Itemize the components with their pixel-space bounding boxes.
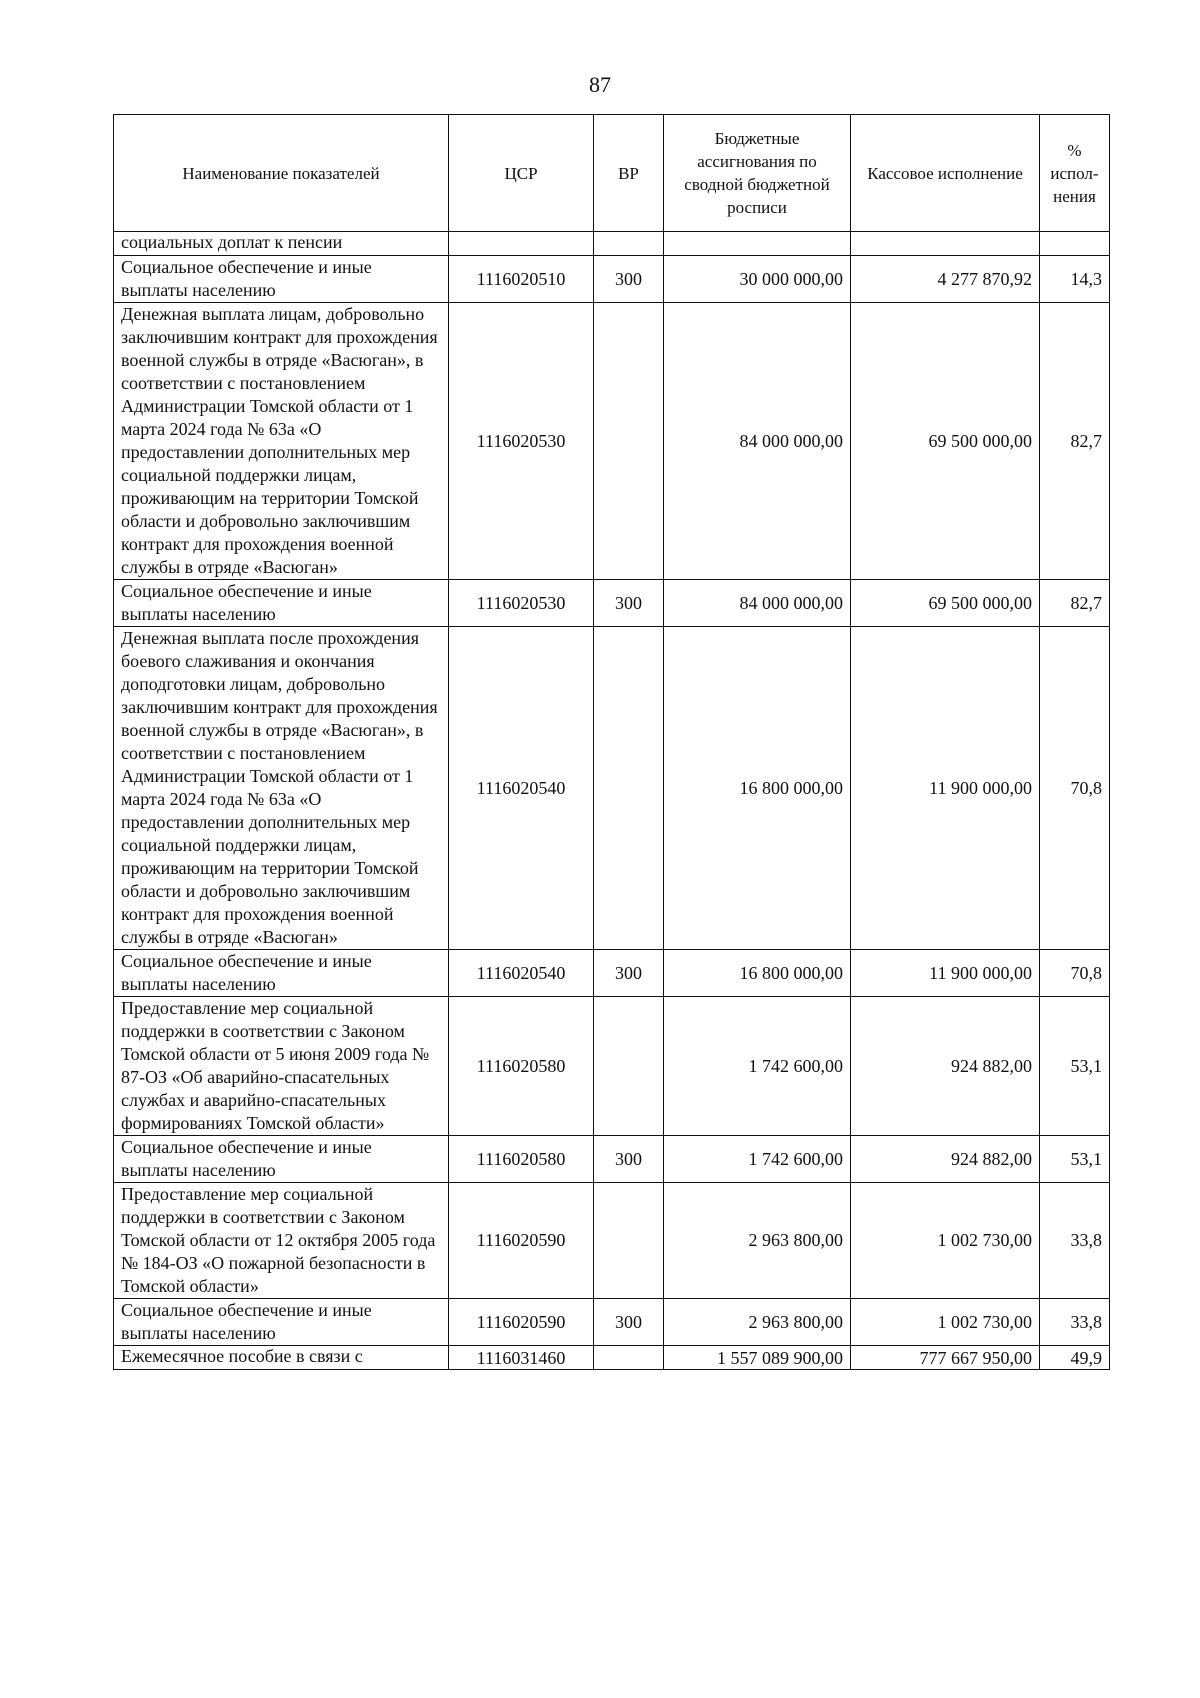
row-name: Социальное обеспечение и иные выплаты населению [114,1136,449,1183]
table-row [114,580,1110,627]
row-cash: 924 882,00 [851,997,1040,1136]
table-row [114,1136,1110,1183]
table-row [114,997,1110,1136]
row-csr: 1116020590 [449,1183,594,1299]
row-budget: 16 800 000,00 [664,627,851,950]
row-name: Денежная выплата лицам, добровольно заключившим контракт для прохождения военной службы в отряде «Васюган», в соответствии с постановлением Администрации Томской области от 1 марта 2024 года № 63а «О предоставлении дополнительных мер социальной поддержки лицам, проживающим на территории Томской области и добровольно заключившим контракт для прохождения военной службы в отряде «Васюган» [114,303,449,580]
row-name: Социальное обеспечение и иные выплаты населению [114,950,449,997]
row-cash: 4 277 870,92 [851,256,1040,303]
row-name: Предоставление мер социальной поддержки в соответствии с Законом Томской области от 12 октября 2005 года № 184-ОЗ «О пожарной безопасности в Томской области» [114,1183,449,1299]
table-row [114,1183,1110,1299]
row-percent: 49,9 [1040,1346,1110,1370]
row-percent: 53,1 [1040,997,1110,1136]
row-csr: 1116020580 [449,997,594,1136]
row-budget: 84 000 000,00 [664,580,851,627]
row-budget: 2 963 800,00 [664,1183,851,1299]
row-vr: 300 [594,580,664,627]
row-csr: 1116031460 [449,1346,594,1370]
row-percent: 33,8 [1040,1183,1110,1299]
row-budget: 16 800 000,00 [664,950,851,997]
row-budget: 84 000 000,00 [664,303,851,580]
row-percent [1040,232,1110,256]
row-vr: 300 [594,950,664,997]
page-number: 87 [589,72,611,97]
row-cash [851,232,1040,256]
row-vr: 300 [594,1299,664,1346]
header-percent: % испол-нения [1040,115,1110,232]
row-csr: 1116020530 [449,303,594,580]
row-budget [664,232,851,256]
table-row [114,627,1110,950]
row-percent: 53,1 [1040,1136,1110,1183]
row-csr: 1116020540 [449,627,594,950]
table-row [114,303,1110,580]
header-cash: Кассовое исполнение [851,115,1040,232]
row-percent: 70,8 [1040,627,1110,950]
table-header-row [114,115,1110,232]
row-percent: 14,3 [1040,256,1110,303]
row-name: социальных доплат к пенсии [114,232,449,256]
row-cash: 69 500 000,00 [851,303,1040,580]
table-row [114,950,1110,997]
row-csr: 1116020540 [449,950,594,997]
row-csr [449,232,594,256]
table-row [114,256,1110,303]
row-csr: 1116020580 [449,1136,594,1183]
row-vr [594,232,664,256]
header-name: Наименование показателей [114,115,449,232]
row-vr [594,1346,664,1370]
table-row [114,1299,1110,1346]
row-vr [594,1183,664,1299]
row-name: Социальное обеспечение и иные выплаты населению [114,1299,449,1346]
row-percent: 33,8 [1040,1299,1110,1346]
row-cash: 1 002 730,00 [851,1183,1040,1299]
row-percent: 82,7 [1040,580,1110,627]
row-budget: 30 000 000,00 [664,256,851,303]
header-budget: Бюджетные ассигнования по сводной бюджетной росписи [664,115,851,232]
row-cash: 1 002 730,00 [851,1299,1040,1346]
row-cash: 69 500 000,00 [851,580,1040,627]
row-budget: 2 963 800,00 [664,1299,851,1346]
header-vr: ВР [594,115,664,232]
row-vr [594,627,664,950]
row-vr [594,997,664,1136]
row-cash: 11 900 000,00 [851,627,1040,950]
row-budget: 1 557 089 900,00 [664,1346,851,1370]
budget-execution-table [113,114,1110,1370]
table-row [114,1346,1110,1370]
row-name: Ежемесячное пособие в связи с [114,1346,449,1370]
row-budget: 1 742 600,00 [664,997,851,1136]
row-cash: 777 667 950,00 [851,1346,1040,1370]
row-name: Предоставление мер социальной поддержки в соответствии с Законом Томской области от 5 июня 2009 года № 87-ОЗ «Об аварийно-спасательных службах и аварийно-спасательных формированиях Томской области» [114,997,449,1136]
row-percent: 82,7 [1040,303,1110,580]
row-csr: 1116020530 [449,580,594,627]
row-name: Социальное обеспечение и иные выплаты населению [114,256,449,303]
row-name: Социальное обеспечение и иные выплаты населению [114,580,449,627]
row-cash: 924 882,00 [851,1136,1040,1183]
row-budget: 1 742 600,00 [664,1136,851,1183]
row-name: Денежная выплата после прохождения боевого слаживания и окончания доподготовки лицам, добровольно заключившим контракт для прохождения военной службы в отряде «Васюган», в соответствии с постановлением Администрации Томской области от 1 марта 2024 года № 63а «О предоставлении дополнительных мер социальной поддержки лицам, проживающим на территории Томской области и добровольно заключившим контракт для прохождения военной службы в отряде «Васюган» [114,627,449,950]
row-csr: 1116020510 [449,256,594,303]
header-csr: ЦСР [449,115,594,232]
row-cash: 11 900 000,00 [851,950,1040,997]
row-percent: 70,8 [1040,950,1110,997]
row-vr: 300 [594,256,664,303]
row-vr [594,303,664,580]
row-csr: 1116020590 [449,1299,594,1346]
table-row [114,232,1110,256]
row-vr: 300 [594,1136,664,1183]
